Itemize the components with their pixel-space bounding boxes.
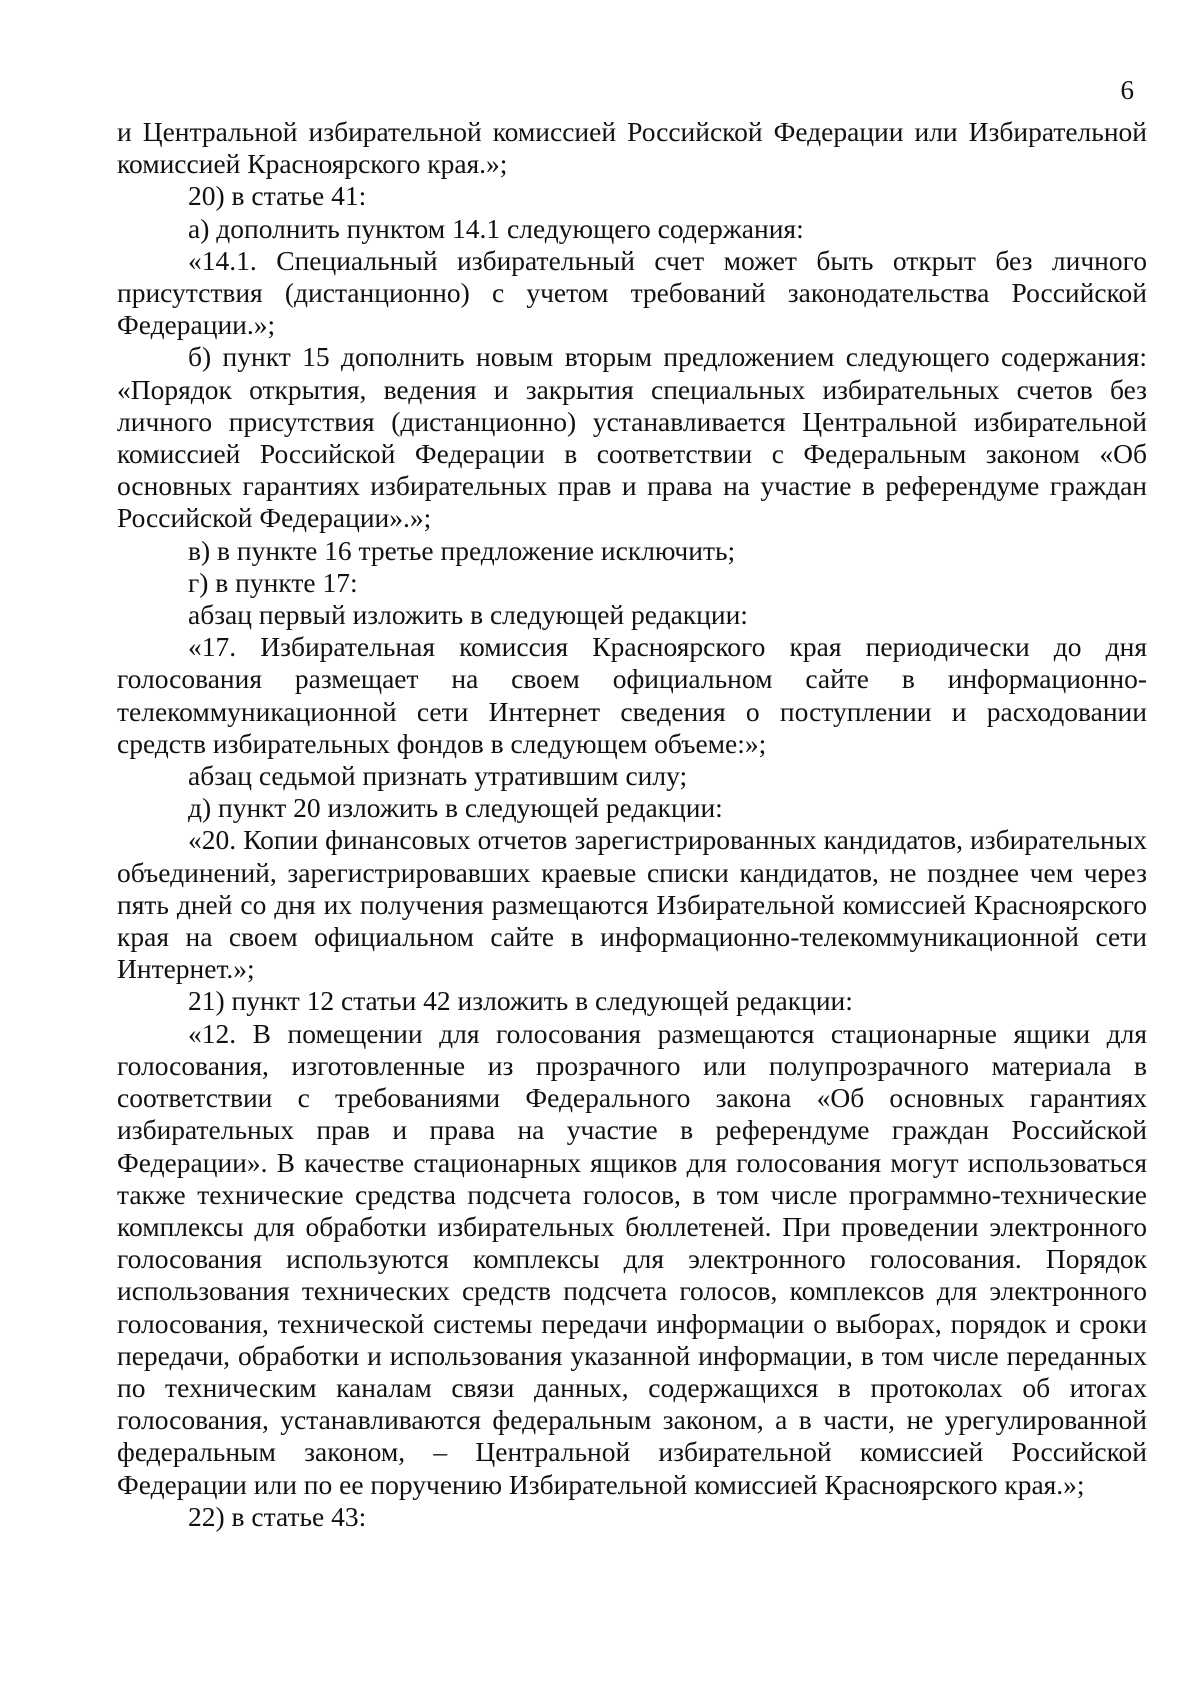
paragraph: а) дополнить пунктом 14.1 следующего содержания:	[188, 212, 804, 244]
paragraph: в) в пункте 16 третье предложение исключить;	[188, 534, 736, 566]
paragraph: «17. Избирательная комиссия Красноярского края периодически до дня голосования размещает на своем официальном сайте в информационно-телекоммуникационной сети Интернет сведения о поступлении и расходовании средств избирательных фондов в следующем объеме:»;	[117, 631, 1147, 759]
paragraph: г) в пункте 17:	[188, 566, 358, 598]
paragraph: «14.1. Специальный избирательный счет может быть открыт без личного присутствия (дистанционно) с учетом требований законодательства Российской Федерации.»;	[117, 244, 1147, 341]
paragraph: 21) пункт 12 статьи 42 изложить в следующей редакции:	[188, 985, 853, 1017]
paragraph: и Центральной избирательной комиссией Российской Федерации или Избирательной комиссией Красноярского края.»;	[117, 116, 1147, 180]
paragraph: «20. Копии финансовых отчетов зарегистрированных кандидатов, избирательных объединений, зарегистрировавших краевые списки кандидатов, не позднее чем через пять дней со дня их получения размещаются Избирательной комиссией Красноярского края на своем официальном сайте в информационно-телекоммуникационной сети Интернет.»;	[117, 824, 1147, 985]
paragraph: абзац седьмой признать утратившим силу;	[188, 760, 688, 792]
paragraph: 22) в статье 43:	[188, 1500, 367, 1532]
paragraph: 20) в статье 41:	[188, 180, 367, 212]
paragraph: б) пункт 15 дополнить новым вторым предложением следующего содержания: «Порядок открытия, ведения и закрытия специальных избирательных счетов без личного присутствия (дистанционно) устанавливается Центральной избирательной комиссией Российской Федерации в соответствии с Федеральным законом «Об основных гарантиях избирательных прав и права на участие в референдуме граждан Российской Федерации».»;	[117, 341, 1147, 534]
page-number: 6	[1120, 75, 1134, 105]
paragraph: д) пункт 20 изложить в следующей редакции:	[188, 792, 723, 824]
paragraph: «12. В помещении для голосования размещаются стационарные ящики для голосования, изготовленные из прозрачного или полупрозрачного материала в соответствии с требованиями Федерального закона «Об основных гарантиях избирательных прав и права на участие в референдуме граждан Российской Федерации». В качестве стационарных ящиков для голосования могут использоваться также технические средства подсчета голосов, в том числе программно-технические комплексы для обработки избирательных бюллетеней. При проведении электронного голосования используются комплексы для электронного голосования. Порядок использования технических средств подсчета голосов, комплексов для электронного голосования, технической системы передачи информации о выборах, порядок и сроки передачи, обработки и использования указанной информации, в том числе переданных по техническим каналам связи данных, содержащихся в протоколах об итогах голосования, устанавливаются федеральным законом, а в части, не урегулированной федеральным законом, – Центральной избирательной комиссией Российской Федерации или по ее поручению Избирательной комиссией Красноярского края.»;	[117, 1017, 1147, 1500]
document-body	[117, 116, 1147, 1533]
paragraph: абзац первый изложить в следующей редакции:	[188, 599, 748, 631]
